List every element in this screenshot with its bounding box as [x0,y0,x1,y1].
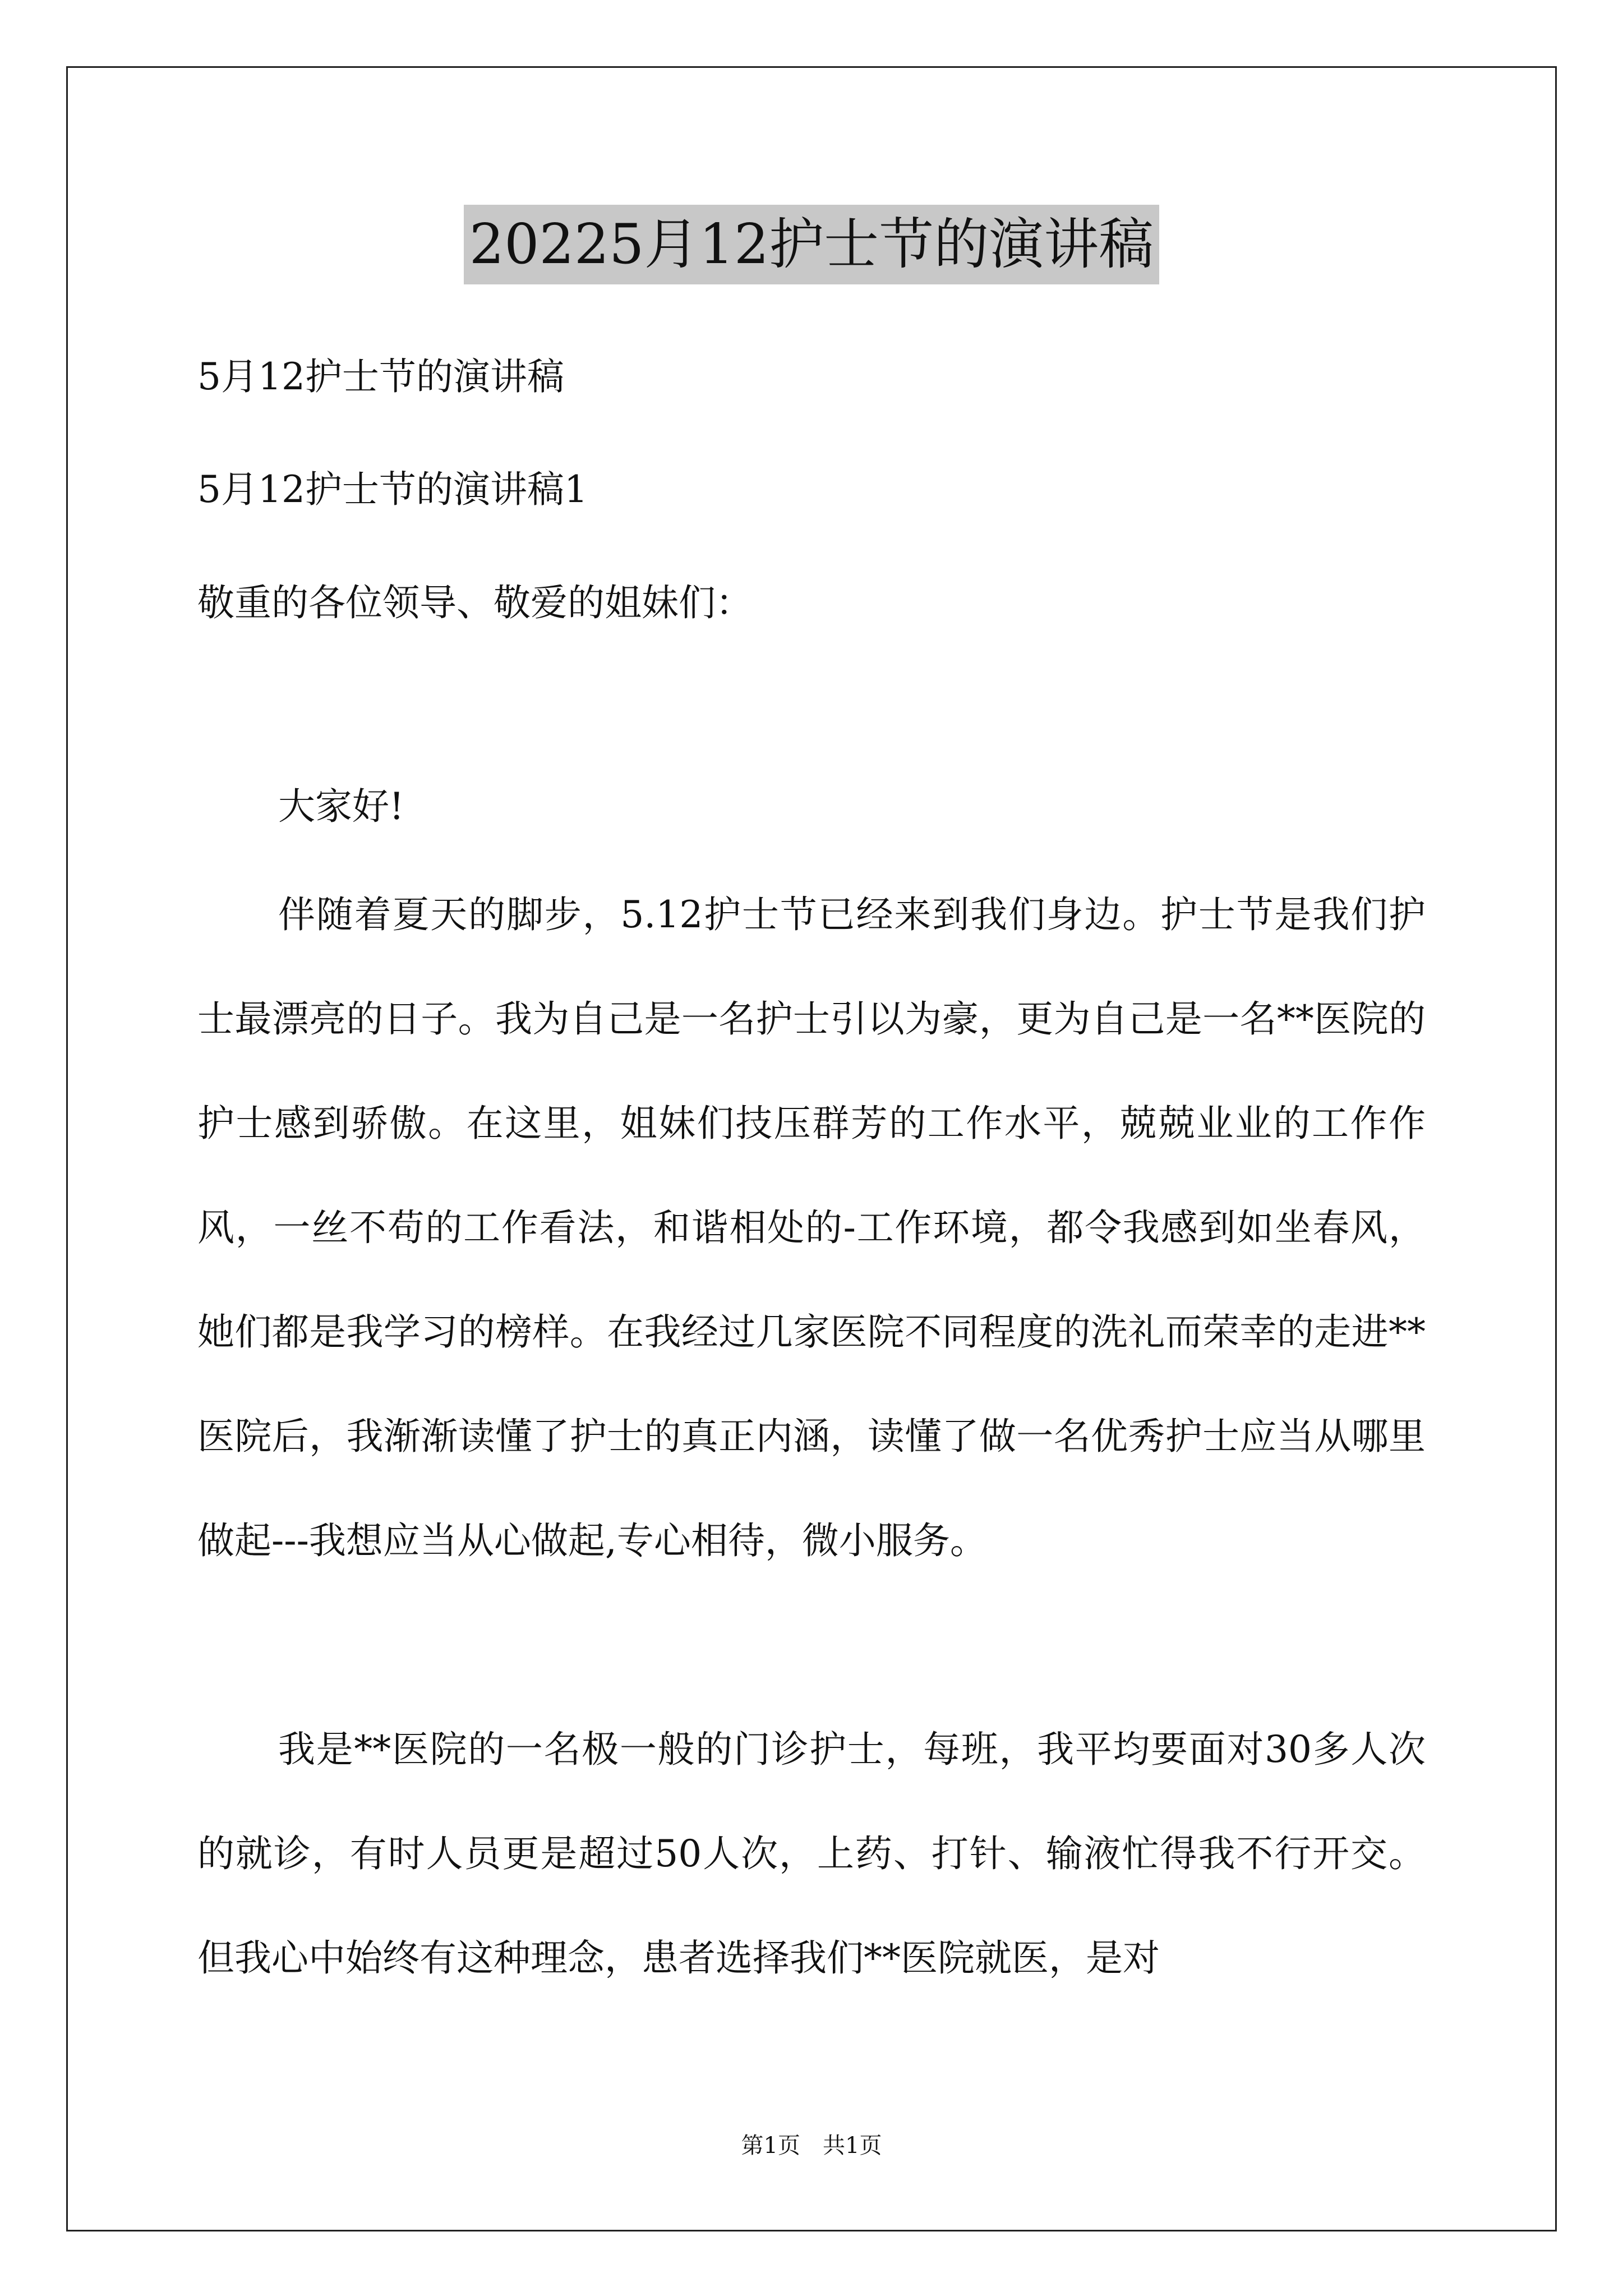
title-container [0,205,1623,284]
document-title: 20225月12护士节的演讲稿 [464,205,1159,284]
greeting-line: 大家好! [278,785,404,828]
subtitle-numbered-line: 5月12护士节的演讲稿1 [197,468,588,511]
body-paragraph-2: 我是**医院的一名极一般的门诊护士，每班，我平均要面对30多人次的就诊，有时人员更是超过50人次，上药、打针、输液忙得我不行开交。但我心中始终有这种理念，患者选择我们**医院就医，是对 [197,1728,1426,1980]
page-footer: 第1页 共1页 [741,2133,882,2159]
body-paragraph-1: 伴随着夏天的脚步，5.12护士节已经来到我们身边。护士节是我们护士最漂亮的日子。我为自己是一名护士引以为豪，更为自己是一名**医院的护士感到骄傲。在这里，姐妹们技压群芳的工作水平，兢兢业业的工作作风，一丝不苟的工作看法，和谐相处的-工作环境，都令我感到如坐春风，她们都是我学习的榜样。在我经过几家医院不同程度的洗礼而荣幸的走进**医院后，我渐渐读懂了护士的真正内涵，读懂了做一名优秀护士应当从哪里做起---我想应当从心做起,专心相待，微小服务。 [197,893,1426,1562]
subtitle-line: 5月12护士节的演讲稿 [197,355,564,398]
salutation-line: 敬重的各位领导、敬爱的姐妹们： [197,581,753,624]
